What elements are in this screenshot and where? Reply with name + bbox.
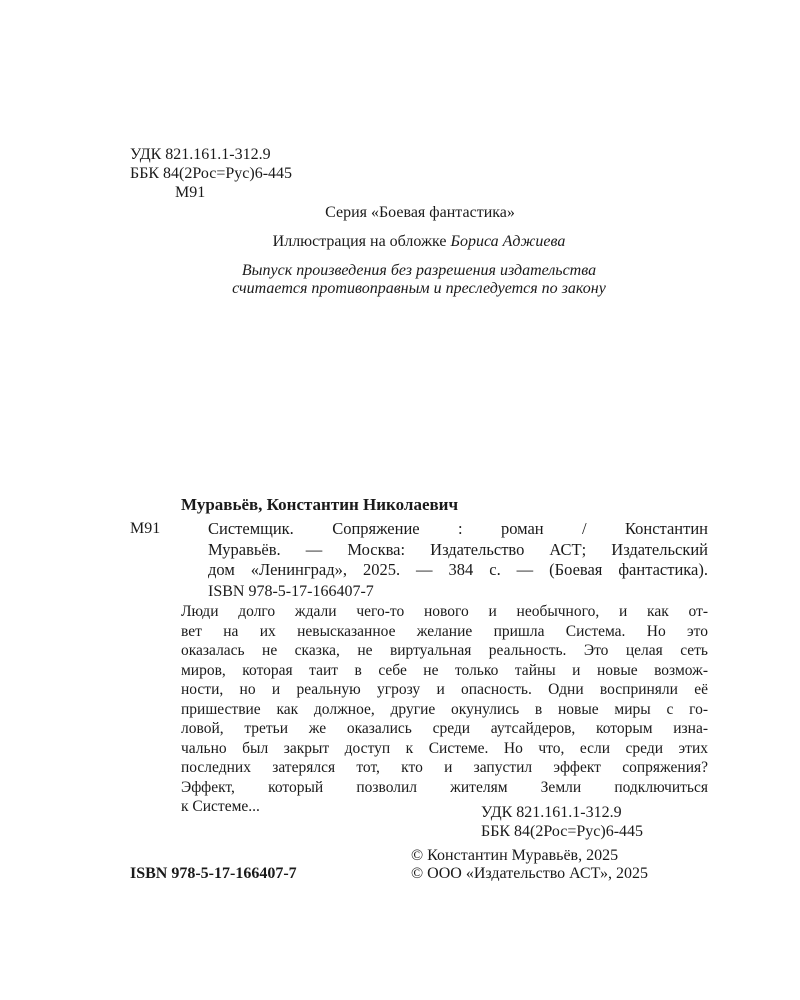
bbk-code: ББК 84(2Рос=Рус)6-445 (130, 165, 293, 182)
author-heading: Муравьёв, Константин Николаевич (181, 495, 459, 514)
copyright-warning-line-2: считается противоправным и преследуется по закону (232, 280, 606, 297)
copyright-publisher: © ООО «Издательство АСТ», 2025 (411, 865, 648, 882)
series-line: Серия «Боевая фантастика» (325, 204, 515, 221)
annotation-line: миров, которая таит в себе не только тайны и новые возмож- (181, 661, 708, 679)
footer-bbk-code: ББК 84(2Рос=Рус)6-445 (481, 823, 644, 840)
illustration-prefix: Иллюстрация на обложке (272, 233, 451, 250)
annotation-line: пришествие как должное, другие окунулись в новые миры с го- (181, 700, 708, 718)
annotation (181, 602, 708, 817)
annotation-line: к Системе... (181, 798, 260, 815)
annotation-line: чально был закрыт доступ к Системе. Но что, если среди этих (181, 739, 708, 757)
copyright-author: © Константин Муравьёв, 2025 (411, 847, 619, 864)
annotation-line: вет на их невысказанное желание пришла Система. Но это (181, 622, 708, 640)
record-mark: М91 (130, 520, 161, 537)
copyright-warning-line-1: Выпуск произведения без разрешения издательства (241, 262, 597, 279)
annotation-line: Люди долго ждали чего-то нового и необычного, и как от- (181, 603, 708, 620)
udk-code: УДК 821.161.1-312.9 (130, 146, 271, 163)
description-line: дом «Ленинград», 2025. — 384 с. — (Боевая фантастика). (208, 560, 708, 579)
description-line: Системщик. Сопряжение : роман / Константин (208, 519, 708, 538)
description-line: Муравьёв. — Москва: Издательство АСТ; Издательский (208, 539, 708, 559)
illustration-artist: Бориса Аджиева (450, 233, 566, 250)
author-mark: М91 (175, 184, 206, 201)
annotation-line: оказалась не сказка, не виртуальная реальность. Это целая сеть (181, 642, 708, 659)
annotation-line: Эффект, который позволил жителям Земли подключиться (181, 778, 708, 796)
annotation-line: последних затерялся тот, кто и запустил эффект сопряжения? (181, 759, 708, 776)
annotation-line: ности, но и реальную угрозу и опасность. Одни восприняли её (181, 681, 708, 698)
footer-isbn: ISBN 978-5-17-166407-7 (130, 865, 297, 882)
annotation-line: ловой, третьи же оказались среди аутсайдеров, которым изна- (181, 720, 708, 737)
bibliographic-description (208, 519, 708, 581)
footer-udk-code: УДК 821.161.1-312.9 (481, 804, 622, 821)
illustration-credit (0, 232, 800, 252)
record-isbn: ISBN 978-5-17-166407-7 (208, 583, 374, 600)
